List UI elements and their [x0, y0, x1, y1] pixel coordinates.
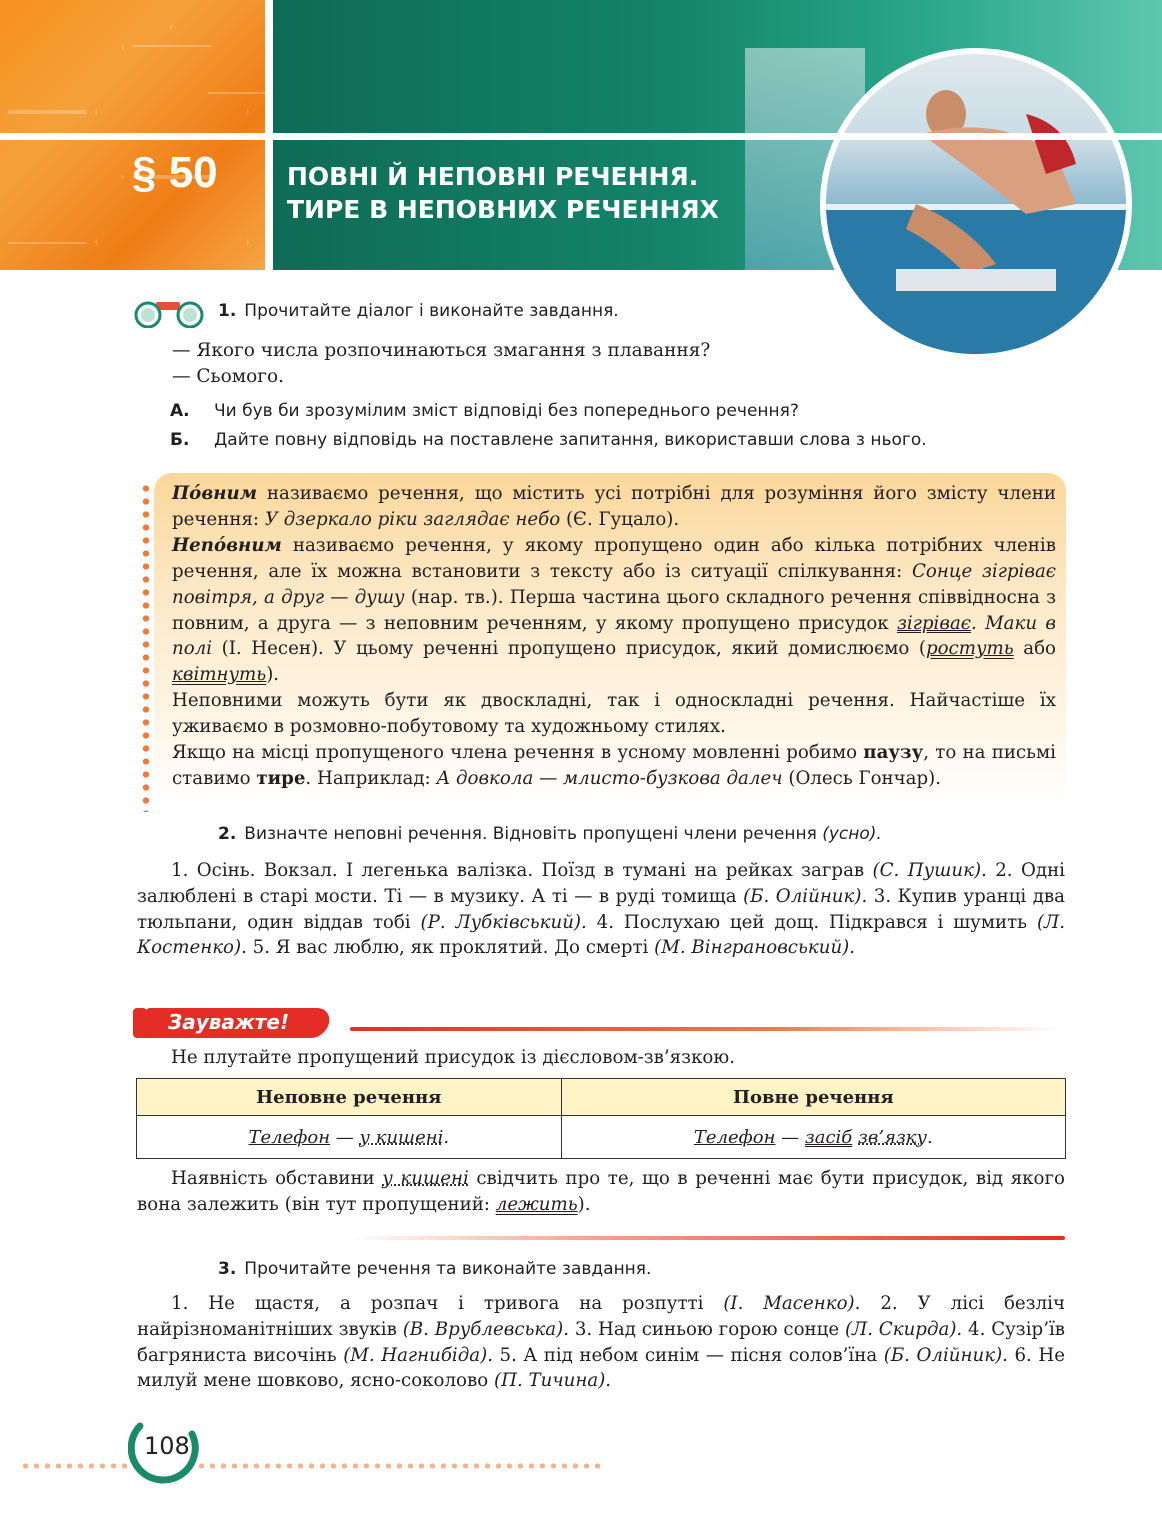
- rule-paragraph-incomplete: [172, 533, 1056, 688]
- section-number: § 50: [132, 148, 218, 197]
- rule-paragraph-types: Неповними можуть бути як двоскладні, так і односкладні речення. Найчастіше їх уживаємо в розмовно-побутовому та художньому стилях.: [172, 690, 1056, 738]
- task-2-s5: 5. Я вас люблю, як проклятий. До смерті: [246, 937, 655, 959]
- task-2-s4: 4. Послухаю цей дощ. Підкрався і шумить: [586, 911, 1037, 933]
- rule-p2-word-2: квітнуть: [172, 664, 267, 686]
- task-3-s2: 2. У лісі безліч найрізноманітніших звуків: [137, 1293, 1065, 1340]
- rule-p2-source-2: (І. Несен). У цьому реченні пропущено присудок, який домислюємо (: [212, 638, 926, 660]
- left-adverbial: у кишені: [359, 1126, 444, 1148]
- rule-p2-word-1: ростуть: [925, 638, 1014, 660]
- rule-p2-example: Сонце зігріває повітря, а друг — душу: [172, 560, 1056, 608]
- explain-b: свідчить про те, що в реченні має бути присудок, від якого вона залежить (він тут пропущений:: [137, 1168, 1065, 1215]
- task-2-s1: 1. Осінь. Вокзал. І легенька валізка. Поїзд в тумані на рейках заграв: [171, 860, 873, 881]
- task-2-paragraph: [137, 858, 1065, 961]
- rule-text: [172, 481, 1056, 792]
- rule-p4-b: , то на письмі ставимо: [172, 742, 1056, 789]
- task-2-instruction: Визначте неповні речення. Відновіть пропущені члени речення: [244, 824, 817, 844]
- rule-p4-source: (Олесь Гончар).: [782, 767, 942, 789]
- rule-p2-example-2: . Маки в полі: [172, 612, 1056, 660]
- rule-p4-dash: тире: [256, 767, 306, 789]
- left-dash: —: [330, 1126, 360, 1148]
- task-3-s4: 4. Сузір’їв багряниста височінь: [137, 1318, 1066, 1366]
- task-3-s5: 5. А під небом синім — пісня солов’їна: [493, 1344, 884, 1366]
- table-row: [137, 1116, 1066, 1159]
- rule-p2-source: (нар. тв.). Перша частина цього складного речення співвідносна з повним, а друга — з неповним реченням, у якому пропущено присудок: [172, 586, 1056, 634]
- binoculars-icon: [132, 296, 208, 328]
- task-3-s6: 6. Не милуй мене шовково, ясно-соколово: [137, 1344, 1065, 1392]
- right-end: .: [926, 1126, 933, 1148]
- task-1-number: 1.: [218, 301, 237, 321]
- dialog-line-1: — Якого числа розпочинаються змагання з плавання?: [172, 340, 711, 361]
- task-3-a3: (Л. Скирда).: [844, 1318, 963, 1340]
- task-2-a4: (Л. Костенко).: [137, 911, 1065, 959]
- rule-p2-or: або: [1013, 638, 1056, 660]
- note-explanation-text: [137, 1166, 1065, 1218]
- task-3-number: 3.: [218, 1259, 237, 1279]
- task-2-instruction-note: (усно).: [822, 824, 882, 844]
- task-3-a6: (П. Тичина).: [493, 1370, 612, 1392]
- left-end: .: [443, 1126, 450, 1148]
- footer-dots: [20, 1462, 600, 1470]
- task-3-heading: [218, 1259, 651, 1279]
- left-subject: Телефон: [248, 1126, 331, 1148]
- comparison-table: [136, 1078, 1066, 1159]
- term-full: Пóвним: [172, 483, 258, 504]
- question-b: [170, 430, 927, 450]
- task-3-a5: (Б. Олійник).: [883, 1344, 1008, 1366]
- rule-p1-text: називаємо речення, що містить усі потрібні для розуміння його змісту члени речення:: [172, 483, 1056, 530]
- task-1-instruction: Прочитайте діалог і виконайте завдання.: [244, 301, 619, 321]
- term-incomplete: Непóвним: [172, 534, 282, 556]
- rule-p4-pause: паузу: [863, 742, 924, 764]
- task-2-a3: (Р. Лубківський).: [420, 911, 587, 933]
- task-3-paragraph: [137, 1291, 1065, 1394]
- question-a: [170, 401, 799, 421]
- table-header-incomplete: Неповне речення: [137, 1079, 562, 1116]
- rule-p2-word: зігріває: [896, 612, 971, 634]
- swimmers-photo: [820, 48, 1132, 360]
- task-3-instruction: Прочитайте речення та виконайте завдання.: [244, 1259, 652, 1279]
- rule-p1-source: (Є. Гуцало).: [560, 508, 680, 530]
- question-a-letter: А.: [170, 401, 190, 421]
- task-2-s2: 2. Одні залюблені в старі мости. Ті — в музику. А ті — в руді томища: [137, 860, 1066, 907]
- note-label: Зауважте!: [168, 1010, 290, 1034]
- question-b-letter: Б.: [170, 430, 190, 450]
- question-b-text: Дайте повну відповідь на поставлене запитання, використавши слова з нього.: [214, 430, 927, 450]
- task-3-s3: 3. Над синьою горою сонце: [569, 1318, 845, 1340]
- note-explanation: [137, 1166, 1065, 1218]
- task-3-a4: (М. Нагнибіда).: [343, 1344, 493, 1366]
- task-3-a2: (В. Врублевська).: [402, 1318, 570, 1340]
- note-divider: [350, 1027, 1060, 1031]
- section-title-line-2: ТИРЕ В НЕПОВНИХ РЕЧЕННЯХ: [287, 195, 719, 224]
- rule-p4-a: Якщо на місці пропущеного члена речення в усному мовленні робимо: [172, 742, 864, 764]
- incomplete-example: [137, 1116, 562, 1159]
- right-predicate: засіб: [804, 1126, 853, 1148]
- task-1-heading: [218, 301, 619, 321]
- right-attribute: зв’язку: [858, 1126, 927, 1148]
- rule-paragraph-full: [172, 481, 1056, 533]
- page-number: 108: [144, 1432, 190, 1460]
- note-end-divider: [350, 1236, 1065, 1240]
- complete-example: [561, 1116, 1065, 1159]
- task-2-a1: (С. Пушик).: [872, 860, 987, 881]
- right-dash: —: [775, 1126, 805, 1148]
- rule-box-dots: [142, 482, 150, 812]
- table-header-complete: Повне речення: [561, 1079, 1065, 1116]
- task-2-s3: 3. Купив уранці два тюльпани, один віддав тобі: [137, 885, 1066, 933]
- explain-predicate: лежить: [495, 1193, 578, 1215]
- task-2-heading: [218, 824, 882, 844]
- section-title: [287, 160, 719, 226]
- task-2-a5: (М. Вінграновський).: [654, 937, 856, 959]
- task-3-text: [137, 1291, 1065, 1394]
- header-divider-vertical: [265, 0, 273, 270]
- note-intro: [137, 1045, 1065, 1071]
- question-a-text: Чи був би зрозумілим зміст відповіді без попереднього речення?: [214, 401, 799, 421]
- rule-p4-c: . Наприклад:: [305, 767, 437, 789]
- task-3-s1: 1. Не щастя, а розпач і тривога на розпутті: [171, 1293, 724, 1314]
- rule-p4-example: А довкола — млисто-бузкова далеч: [436, 767, 783, 789]
- table-header-row: [137, 1079, 1066, 1116]
- note-intro-text: Не плутайте пропущений присудок із дієсловом-зв’язкою.: [171, 1047, 735, 1068]
- task-3-a1: (І. Масенко).: [723, 1293, 861, 1314]
- header-divider-horizontal: [0, 133, 1162, 140]
- section-title-line-1: ПОВНІ Й НЕПОВНІ РЕЧЕННЯ.: [287, 162, 699, 191]
- rule-paragraph-dash: [172, 740, 1056, 792]
- explain-c: ).: [577, 1193, 591, 1215]
- task-2-a2: (Б. Олійник).: [743, 885, 868, 907]
- explain-word: у кишені: [382, 1168, 469, 1189]
- dialog-line-2: — Сьомого.: [172, 366, 284, 387]
- rule-p2-end: ).: [266, 664, 280, 686]
- right-subject: Телефон: [693, 1126, 776, 1148]
- chapter-header: [0, 0, 1162, 270]
- task-2-text: [137, 858, 1065, 961]
- task-2-number: 2.: [218, 824, 237, 844]
- rule-p2-text: називаємо речення, у якому пропущено один або кілька потрібних членів речення, але їх можна встановити з тексту або із ситуації спілкування:: [172, 534, 1056, 582]
- rule-p1-example: У дзеркало ріки заглядає небо: [264, 508, 561, 530]
- explain-a: Наявність обставини: [171, 1168, 383, 1189]
